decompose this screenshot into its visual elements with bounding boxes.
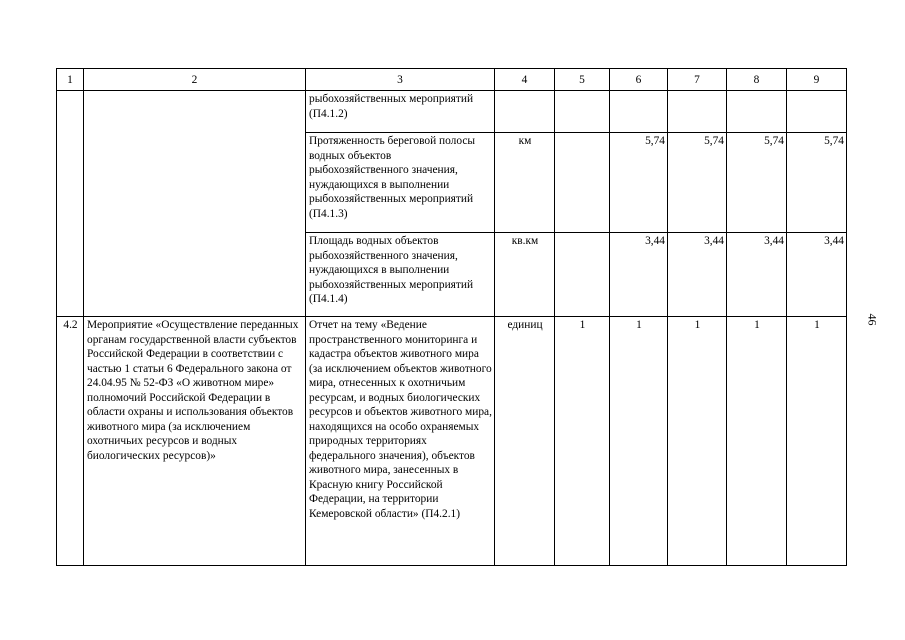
header-cell: 8 <box>727 69 787 91</box>
header-cell: 9 <box>787 69 847 91</box>
header-cell: 3 <box>306 69 495 91</box>
unit-cell: кв.км <box>495 233 555 317</box>
value-cell: 5,74 <box>668 133 727 233</box>
value-cell: 5,74 <box>610 133 668 233</box>
value-cell <box>610 91 668 133</box>
page-number: 46 <box>865 313 880 326</box>
indicator-cell: Отчет на тему «Ведение пространственного мониторинга и кадастра объектов животного мира (за исключением объектов животного мира, отнесенных к охотничьим ресурсам, и водных биологических ресурсов и объектов животного мира, находящихся на особо охраняемых природных территориях федерального значения), объектов животного мира, занесенных в Красную книгу Российской Федерации, на территории Кемеровской области» (П4.2.1) <box>306 317 495 566</box>
header-cell: 4 <box>495 69 555 91</box>
value-cell: 1 <box>668 317 727 566</box>
header-cell: 5 <box>555 69 610 91</box>
table-header-row <box>57 69 847 91</box>
header-cell: 1 <box>57 69 84 91</box>
value-cell <box>555 133 610 233</box>
indicator-cell: Площадь водных объектов рыбохозяйственного значения, нуждающихся в выполнении рыбохозяйственных мероприятий (П4.1.4) <box>306 233 495 317</box>
measure-title: Мероприятие «Осуществление переданных органам государственной власти субъектов Российской Федерации в соответствии с частью 1 статьи 6 Федерального закона от 24.04.95 № 52-ФЗ «О животном мире» полномочий Российской Федерации в области охраны и использования объектов животного мира (за исключением охотничьих ресурсов и водных биологических ресурсов)» <box>84 317 306 566</box>
value-cell: 5,74 <box>727 133 787 233</box>
value-cell <box>668 91 727 133</box>
indicators-table <box>56 68 847 566</box>
value-cell <box>787 91 847 133</box>
measure-cell <box>84 91 306 317</box>
indicator-cell: Протяженность береговой полосы водных объектов рыбохозяйственного значения, нуждающихся в выполнении рыбохозяйственных мероприятий (П4.1.3) <box>306 133 495 233</box>
header-cell: 2 <box>84 69 306 91</box>
table-row <box>57 91 847 133</box>
value-cell: 3,44 <box>727 233 787 317</box>
value-cell: 3,44 <box>787 233 847 317</box>
value-cell: 3,44 <box>668 233 727 317</box>
value-cell: 1 <box>727 317 787 566</box>
value-cell <box>555 233 610 317</box>
unit-cell: единиц <box>495 317 555 566</box>
number-cell <box>57 91 84 317</box>
unit-cell <box>495 91 555 133</box>
indicator-cell: рыбохозяйственных мероприятий (П4.1.2) <box>306 91 495 133</box>
unit-cell: км <box>495 133 555 233</box>
value-cell: 1 <box>555 317 610 566</box>
header-cell: 6 <box>610 69 668 91</box>
value-cell: 1 <box>610 317 668 566</box>
value-cell <box>555 91 610 133</box>
table-row <box>57 317 847 566</box>
value-cell: 3,44 <box>610 233 668 317</box>
value-cell: 1 <box>787 317 847 566</box>
measure-number: 4.2 <box>57 317 84 566</box>
value-cell: 5,74 <box>787 133 847 233</box>
header-cell: 7 <box>668 69 727 91</box>
value-cell <box>727 91 787 133</box>
